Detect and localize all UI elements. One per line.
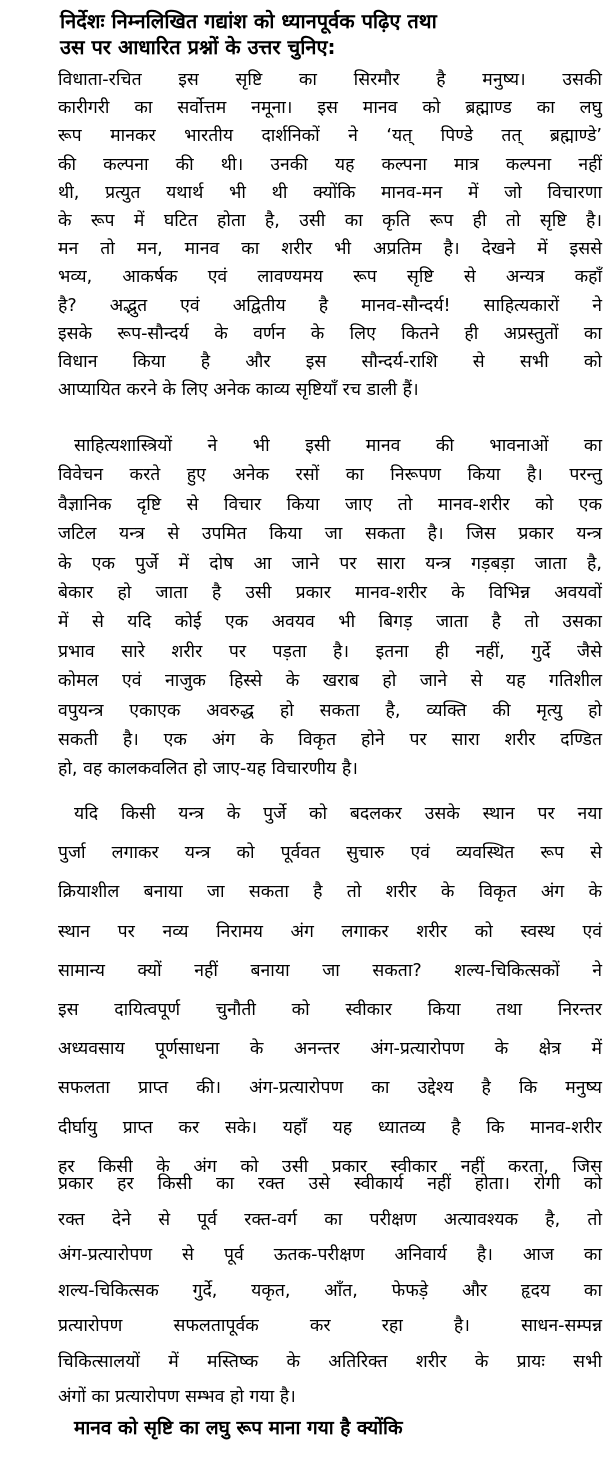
- passage-paragraph-1: [58, 66, 602, 404]
- instructions-line-1: निर्देशः निम्नलिखित गद्यांश को ध्यानपूर्वक पढ़िए तथा: [60, 9, 437, 33]
- passage-line: विधाता-रचित इस सृष्टि का सिरमौर है मनुष्य। उसकी: [58, 70, 602, 90]
- passage-line: के एक पुर्जे में दोष आ जाने पर सारा यन्त्र गड़बड़ा जाता है,: [58, 553, 602, 574]
- passage-line: मन तो मन, मानव का शरीर भी अप्रतिम है। देखने में इससे: [58, 239, 602, 260]
- passage-line: भव्य, आकर्षक एवं लावण्यमय रूप सृष्टि से अन्यत्र कहाँ: [58, 267, 602, 288]
- passage-line: इस दायित्वपूर्ण चुनौती को स्वीकार किया तथा निरन्तर: [58, 1000, 602, 1021]
- passage-line: है? अद्भुत एवं अद्वितीय है मानव-सौन्दर्य! साहित्यकारों ने: [58, 295, 602, 316]
- passage-line: यदि किसी यन्त्र के पुर्जे को बदलकर उसके स्थान पर नया: [74, 804, 602, 824]
- passage-line: प्रकार हर किसी का रक्त उसे स्वीकार्य नहीं होता। रोगी को: [58, 1174, 602, 1194]
- passage-line: साहित्यशास्त्रियों ने भी इसी मानव की भावनाओं का: [74, 436, 602, 456]
- passage-line: कारीगरी का सर्वोत्तम नमूना। इस मानव को ब्रह्माण्ड का लघु: [58, 98, 602, 119]
- passage-line: सकती है। एक अंग के विकृत होने पर सारा शरीर दण्डित: [58, 730, 602, 751]
- passage-line: अध्यवसाय पूर्णसाधना के अनन्तर अंग-प्रत्यारोपण के क्षेत्र में: [58, 1039, 602, 1060]
- passage-line: थी, प्रत्युत यथार्थ भी थी क्योंकि मानव-मन में जो विचारणा: [58, 182, 602, 203]
- passage-line: जटिल यन्त्र से उपमित किया जा सकता है। जिस प्रकार यन्त्र: [58, 524, 602, 545]
- passage-line: प्रभाव सारे शरीर पर पड़ता है। इतना ही नहीं, गुर्दे जैसे: [58, 641, 602, 662]
- passage-line: रक्त देने से पूर्व रक्त-वर्ग का परीक्षण अत्यावश्यक है, तो: [58, 1209, 602, 1230]
- passage-line: की कल्पना की थी। उनकी यह कल्पना मात्र कल्पना नहीं: [58, 154, 602, 175]
- passage-line: बेकार हो जाता है उसी प्रकार मानव-शरीर के विभिन्न अवयवों: [58, 583, 602, 604]
- passage-line: हर किसी के अंग को उसी प्रकार स्वीकार नहीं करता, जिस: [58, 1156, 602, 1177]
- passage-line: स्थान पर नव्य निरामय अंग लगाकर शरीर को स्वस्थ एवं: [58, 921, 602, 942]
- passage-line: पुर्जा लगाकर यन्त्र को पूर्ववत सुचारु एवं व्यवस्थित रूप से: [58, 843, 602, 864]
- passage-line: प्रत्यारोपण सफलतापूर्वक कर रहा है। साधन-सम्पन्न: [58, 1316, 602, 1336]
- passage-line: विवेचन करते हुए अनेक रसों का निरूपण किया है। परन्तु: [58, 465, 602, 486]
- passage-paragraph-3: [58, 795, 602, 1187]
- passage-line: वैज्ञानिक दृष्टि से विचार किया जाए तो मानव-शरीर को एक: [58, 494, 602, 515]
- passage-line: क्रियाशील बनाया जा सकता है तो शरीर के विकृत अंग के: [58, 882, 602, 903]
- question-text: मानव को सृष्टि का लघु रूप माना गया है क्योंकि: [74, 1417, 403, 1439]
- passage-line: शल्य-चिकित्सक गुर्दे, यकृत, आँत, फेफड़े और हृदय का: [58, 1280, 602, 1301]
- passage-line: आप्यायित करने के लिए अनेक काव्य सृष्टियाँ रच डाली हैं।: [58, 380, 419, 401]
- passage-paragraph-4: [58, 1167, 602, 1416]
- passage-line: इसके रूप-सौन्दर्य के वर्णन के लिए कितने ही अप्रस्तुतों का: [58, 323, 602, 344]
- passage-line: अंगों का प्रत्यारोपण सम्भव हो गया है।: [58, 1387, 296, 1407]
- passage-line: चिकित्सालयों में मस्तिष्क के अतिरिक्त शरीर के प्रायः सभी: [58, 1351, 602, 1372]
- passage-line: हो, वह कालकवलित हो जाए-यह विचारणीय है।: [58, 759, 358, 780]
- passage-paragraph-2: [58, 432, 602, 785]
- passage-line: सफलता प्राप्त की। अंग-प्रत्यारोपण का उद्देश्य है कि मनुष्य: [58, 1078, 602, 1099]
- passage-line: दीर्घायु प्राप्त कर सके। यहाँ यह ध्यातव्य है कि मानव-शरीर: [58, 1117, 602, 1138]
- passage-line: रूप मानकर भारतीय दार्शनिकों ने ‘यत् पिण्डे तत् ब्रह्माण्डे’: [58, 126, 602, 147]
- passage-line: में से यदि कोई एक अवयव भी बिगड़ जाता है तो उसका: [58, 612, 602, 633]
- instructions-line-2: उस पर आधारित प्रश्नों के उत्तर चुनिए:: [60, 35, 336, 59]
- passage-line: सामान्य क्यों नहीं बनाया जा सकता? शल्य-चिकित्सकों ने: [58, 960, 602, 981]
- passage-line: वपुयन्त्र एकाएक अवरुद्ध हो सकता है, व्यक्ति की मृत्यु हो: [58, 700, 602, 721]
- passage-line: अंग-प्रत्यारोपण से पूर्व ऊतक-परीक्षण अनिवार्य है। आज का: [58, 1245, 602, 1265]
- instructions-heading: [60, 8, 600, 60]
- passage-line: के रूप में घटित होता है, उसी का कृति रूप ही तो सृष्टि है।: [58, 211, 602, 232]
- passage-line: कोमल एवं नाजुक हिस्से के खराब हो जाने से यह गतिशील: [58, 671, 602, 692]
- passage-line: विधान किया है और इस सौन्दर्य-राशि से सभी को: [58, 352, 602, 373]
